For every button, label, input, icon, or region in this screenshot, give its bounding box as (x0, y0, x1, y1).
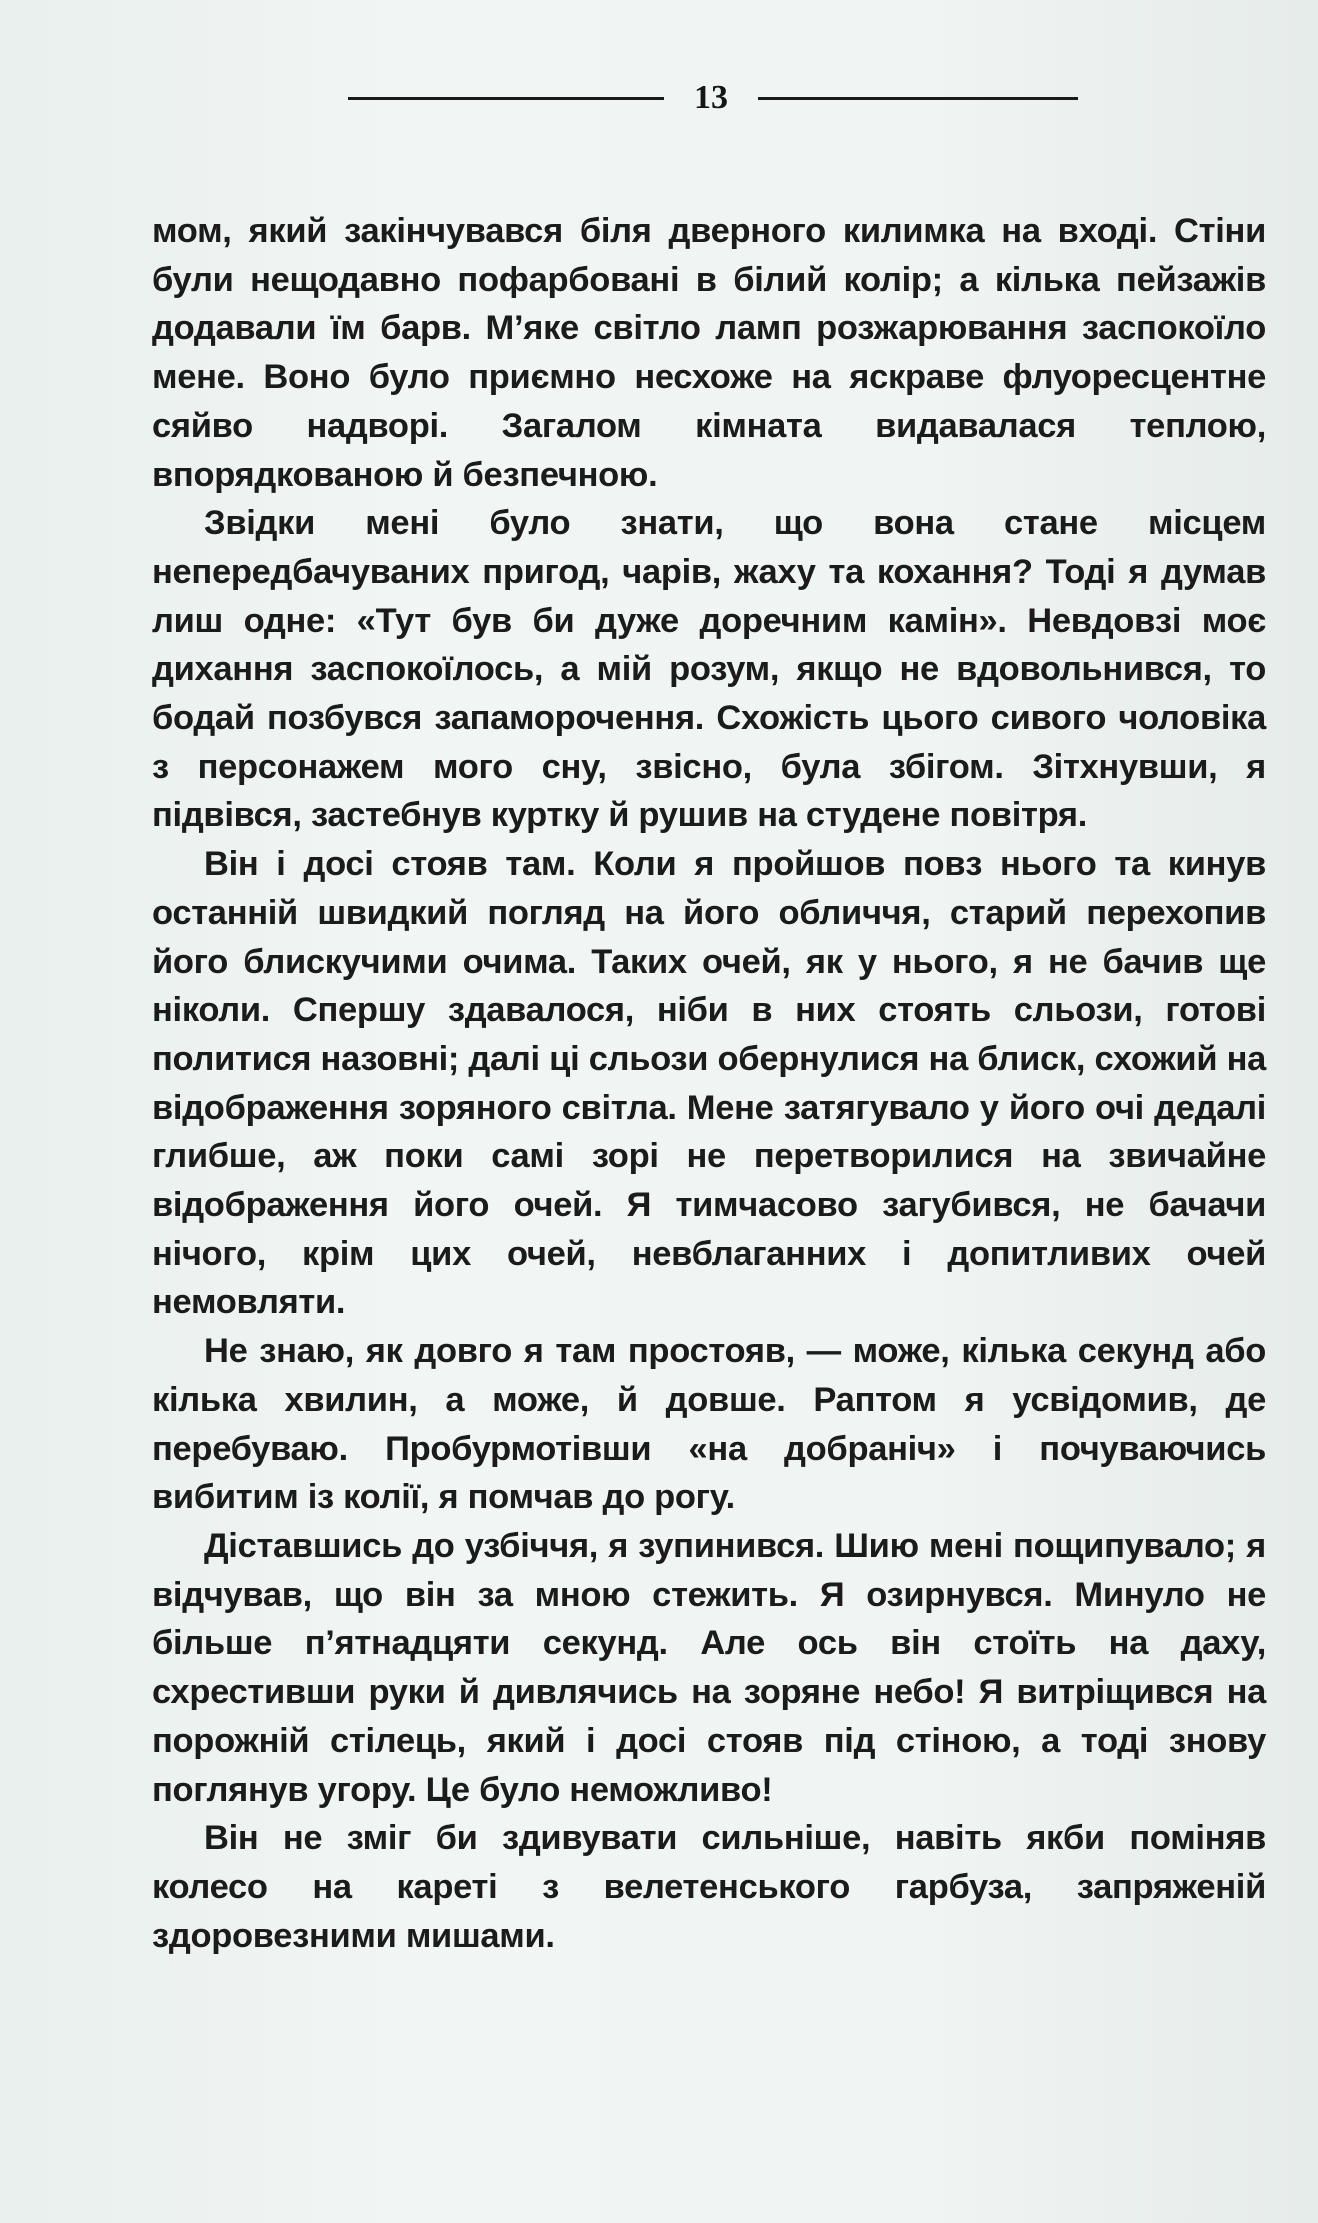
paragraph: Звідки мені було знати, що вона стане місцем непередбачуваних пригод, чарів, жаху та кохання? Тоді я думав лиш одне: «Тут був би дуже доречним камін». Невдовзі моє дихання заспокоїлось, а мій розум, якщо не вдовольнився, то бодай позбувся запаморочення. Схожість цього сивого чоловіка з персонажем мого сну, звісно, була збігом. Зітхнувши, я підвівся, застебнув куртку й рушив на студене повітря. (152, 504, 1266, 835)
paragraph: Він і досі стояв там. Коли я пройшов повз нього та кинув останній швидкий погляд на його обличчя, старий перехопив його блискучими очима. Таких очей, як у нього, я не бачив ще ніколи. Спершу здавалося, ніби в них стоять сльози, готові политися назовні; далі ці сльози обернулися на блиск, схожий на відображення зоряного світла. Мене затягувало у його очі дедалі глибше, аж поки самі зорі не перетворилися на звичайне відображення його очей. Я тимчасово загубився, не бачачи нічого, крім цих очей, невблаганних і допитливих очей немовляти. (152, 845, 1266, 1322)
body-text (152, 207, 1266, 1960)
page-number: 13 (694, 79, 728, 116)
paragraph-continued: мом, який закінчувався біля дверного килимка на вході. Стіни були нещодавно пофарбовані в білий колір; а кілька пейзажів додавали їм барв. М’яке світло ламп розжарювання заспокоїло мене. Воно було приємно несхоже на яскраве флуоресцентне сяйво надворі. Загалом кімната видавалася теплою, впорядкованою й безпечною. (152, 212, 1266, 494)
header-rule-right (758, 97, 1078, 100)
paragraph: Діставшись до узбіччя, я зупинився. Шию мені пощипувало; я відчував, що він за мною стежить. Я озирнувся. Минуло не більше п’ятнадцяти секунд. Але ось він стоїть на даху, схрестивши руки й дивлячись на зоряне небо! Я витріщився на порожній стілець, який і досі стояв під стіною, а тоді знову поглянув угору. Це було неможливо! (152, 1526, 1266, 1809)
page-header (0, 78, 1318, 118)
paragraph: Не знаю, як довго я там простояв, — може, кілька секунд або кілька хвилин, а може, й довше. Раптом я усвідомив, де перебуваю. Пробурмотівши «на добраніч» і почуваючись вибитим із колії, я помчав до рогу. (152, 1332, 1266, 1517)
header-rule-left (348, 97, 664, 100)
paragraph: Він не зміг би здивувати сильніше, навіть якби поміняв колесо на кареті з велетенського гарбуза, запряженій здоровезними мишами. (152, 1819, 1266, 1955)
